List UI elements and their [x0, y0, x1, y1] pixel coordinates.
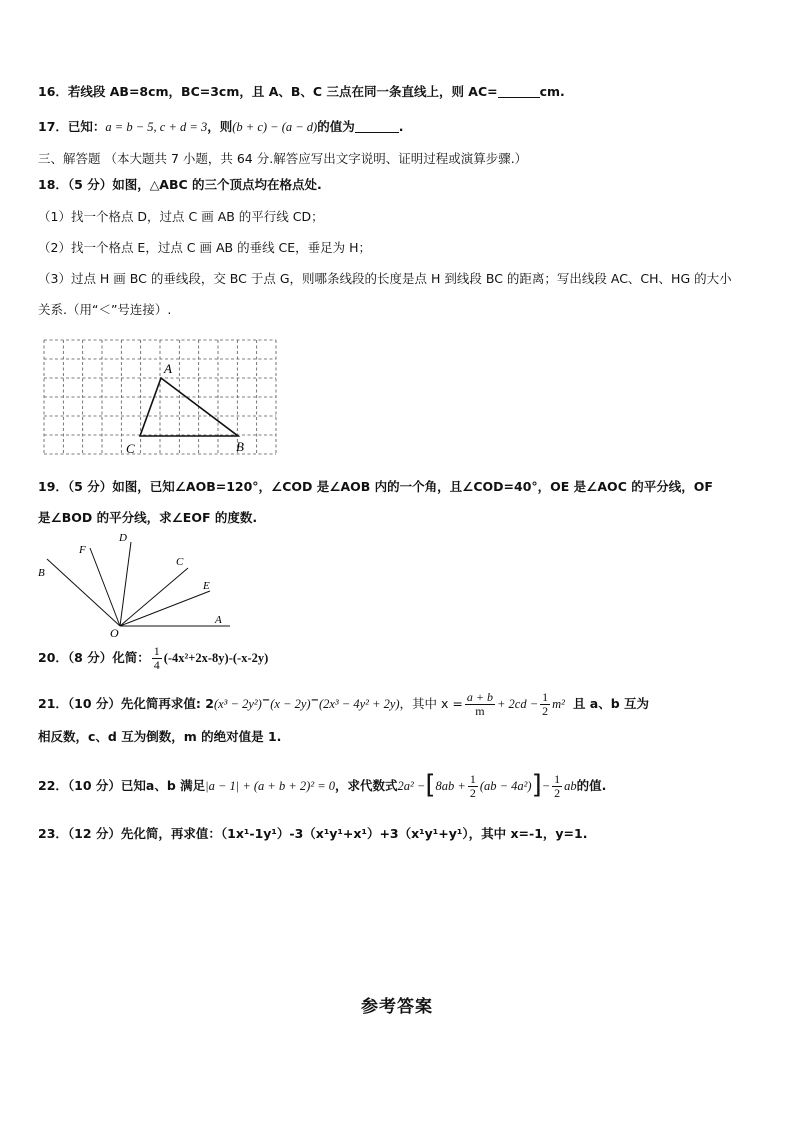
- q20-heading: 20．（8 分）化简：: [38, 650, 150, 665]
- q22-condition: |a − 1| + (a + b + 2)² = 0: [205, 779, 336, 793]
- q21-heading: 21．（10 分）先化简再求值: 2: [38, 696, 214, 712]
- q21-term-3: (2x³ − 4y² + 2y): [318, 697, 400, 712]
- q19-line-1: 19．（5 分）如图，已知∠AOB=120°，∠COD 是∠AOB 内的一个角，且∠COD=40°，OE 是∠AOC 的平分线，OF: [38, 479, 713, 494]
- q20-expression: (-4x²+2x-8y)-(-x-2y): [163, 651, 269, 665]
- q21-fraction-denominator: m: [475, 704, 485, 719]
- q22-left-bracket: [: [425, 770, 436, 800]
- q19-angle-figure: [30, 528, 240, 640]
- label-b: B: [38, 567, 45, 579]
- q17-expression: (b + c) − (a − d): [232, 120, 318, 134]
- ray-oc: [120, 568, 188, 626]
- q22-term-4: −: [541, 779, 551, 793]
- q22-term-1: 2a² −: [397, 779, 426, 793]
- q21-term-2: (x − 2y): [270, 697, 311, 712]
- label-f: F: [79, 544, 86, 556]
- q22-half-denominator: 2: [469, 786, 476, 800]
- question-22: [38, 770, 606, 801]
- q18-grid-figure: [40, 336, 280, 460]
- q22-right-bracket: ]: [531, 770, 542, 800]
- label-c: C: [176, 556, 184, 568]
- label-c: C: [126, 441, 135, 456]
- q22-mid: ，求代数式: [335, 778, 398, 793]
- q21-condition: 且 a、b 互为: [572, 696, 650, 712]
- q17-mid: ，则: [207, 119, 233, 134]
- q17-prefix: 17．已知：: [38, 119, 106, 134]
- q20-fraction-numerator: 1: [153, 644, 160, 658]
- q18-part-1: （1）找一个格点 D，过点 C 画 AB 的平行线 CD；: [38, 209, 324, 224]
- q17-condition: a = b − 5, c + d = 3: [105, 120, 208, 134]
- q17-end: .: [398, 119, 404, 134]
- dotted-grid: [44, 340, 276, 454]
- question-21: [38, 688, 649, 718]
- label-a: A: [164, 361, 172, 376]
- q22-half2-numerator: 1: [554, 772, 561, 786]
- q17-suffix: 的值为: [317, 119, 355, 134]
- q21-fraction-numerator: a + b: [466, 690, 493, 705]
- ray-ob: [47, 559, 120, 626]
- q20-fraction-denominator: 4: [153, 658, 160, 672]
- question-23: 23．（12 分）先化简，再求值：（1x¹-1y¹）-3（x¹y¹+x¹）+3（x¹y¹+y¹），其中 x=-1，y=1.: [38, 826, 588, 841]
- q16-unit: cm.: [539, 84, 565, 99]
- q17-blank: [355, 120, 399, 133]
- q21-half-denominator: 2: [542, 704, 549, 719]
- q21-tail: m²: [552, 697, 565, 712]
- section-3-heading: 三、解答题 （本大题共 7 小题，共 64 分.解答应写出文字说明、证明过程或演算步骤.）: [38, 151, 528, 166]
- question-16: [38, 84, 565, 100]
- q22-end: 的值.: [576, 778, 607, 793]
- q16-text: 16．若线段 AB=8cm，BC=3cm，且 A、B、C 三点在同一条直线上，则 AC=: [38, 84, 498, 99]
- q22-fraction-half-2: [552, 773, 562, 800]
- q21-op-1: −: [261, 695, 271, 706]
- q18-part-2: （2）找一个格点 E，过点 C 画 AB 的垂线 CE，垂足为 H；: [38, 240, 372, 255]
- label-b: B: [236, 439, 244, 454]
- ray-of: [90, 548, 120, 626]
- label-e: E: [203, 580, 210, 592]
- label-o: O: [110, 626, 119, 640]
- q21-mid: + 2cd −: [496, 697, 539, 712]
- triangle-abc: [140, 378, 238, 436]
- q22-term-2: 8ab +: [435, 779, 466, 793]
- q18-part-3b: 关系.（用“＜”号连接）.: [38, 302, 172, 317]
- question-20: [38, 645, 268, 672]
- q21-fraction-half: [540, 691, 550, 718]
- question-17: [38, 119, 404, 135]
- ray-oe: [120, 591, 210, 626]
- q20-fraction: [152, 645, 162, 672]
- q16-blank: [498, 85, 540, 98]
- q21-where: ，其中 x =: [399, 696, 463, 712]
- q19-line-2: 是∠BOD 的平分线，求∠EOF 的度数.: [38, 510, 258, 525]
- q21-op-2: −: [310, 695, 319, 706]
- answer-section-title: 参考答案: [361, 997, 433, 1017]
- q22-heading: 22．（10 分）已知a、b 满足: [38, 778, 206, 793]
- label-d: D: [119, 532, 127, 544]
- q21-fraction-ab-over-m: [465, 691, 495, 718]
- q21-half-numerator: 1: [542, 690, 549, 705]
- q22-term-3: (ab − 4a²): [479, 779, 532, 793]
- q18-heading: 18．（5 分）如图，△ABC 的三个顶点均在格点处.: [38, 177, 322, 192]
- q21-line-2: 相反数，c、d 互为倒数，m 的绝对值是 1.: [38, 729, 282, 744]
- ray-od: [120, 542, 131, 626]
- q22-half2-denominator: 2: [554, 786, 561, 800]
- q18-part-3a: （3）过点 H 画 BC 的垂线段，交 BC 于点 G，则哪条线段的长度是点 H 到线段 BC 的距离；写出线段 AC、CH、HG 的大小: [38, 271, 732, 286]
- q22-term-5: ab: [564, 779, 577, 793]
- q22-half-numerator: 1: [469, 772, 476, 786]
- label-a: A: [215, 614, 222, 626]
- q22-fraction-half: [468, 773, 478, 800]
- q21-term-1: (x³ − 2y²): [213, 697, 262, 712]
